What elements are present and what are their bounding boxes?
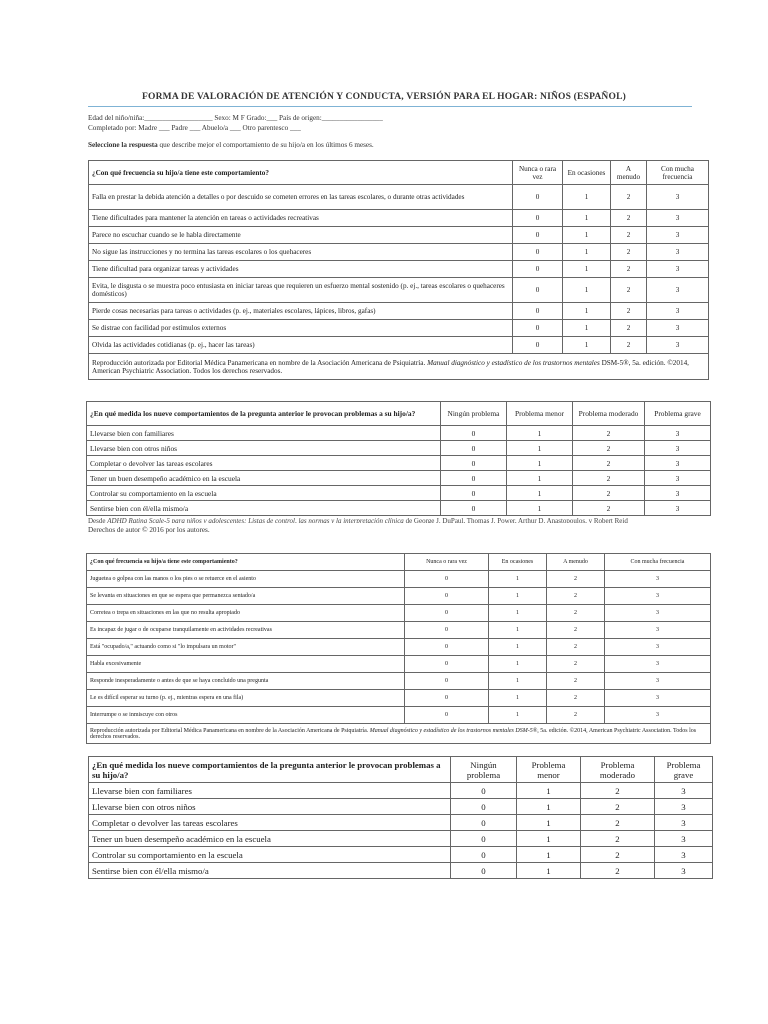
behavior-label: Corretea o trepa en situaciones en las que no resulta apropiado <box>87 605 405 622</box>
score-cell[interactable]: 3 <box>655 799 713 815</box>
score-cell[interactable]: 0 <box>441 456 507 471</box>
behavior-label: Interrumpe o se inmiscuye con otros <box>87 707 405 724</box>
table2-col-header: Problema moderado <box>573 402 645 426</box>
score-cell[interactable]: 1 <box>563 185 611 210</box>
score-cell[interactable]: 3 <box>647 320 709 337</box>
table4-col-header: Problema menor <box>517 757 581 783</box>
score-cell[interactable]: 2 <box>611 210 647 227</box>
score-cell[interactable]: 0 <box>441 441 507 456</box>
score-cell[interactable]: 2 <box>581 799 655 815</box>
table-row <box>89 320 709 337</box>
score-cell[interactable]: 1 <box>563 303 611 320</box>
score-cell[interactable]: 1 <box>507 486 573 501</box>
table-row <box>89 303 709 320</box>
table4-col-header: Ningún problema <box>451 757 517 783</box>
table-row <box>89 847 713 863</box>
score-cell[interactable]: 2 <box>547 622 605 639</box>
score-cell[interactable]: 0 <box>405 622 489 639</box>
score-cell[interactable]: 3 <box>605 588 711 605</box>
table-row <box>87 588 711 605</box>
score-cell[interactable]: 2 <box>611 303 647 320</box>
score-cell[interactable]: 1 <box>517 831 581 847</box>
score-cell[interactable]: 3 <box>605 656 711 673</box>
table-row <box>87 441 711 456</box>
behavior-label: Habla excesivamente <box>87 656 405 673</box>
score-cell[interactable]: 0 <box>513 278 563 303</box>
instructions-line <box>88 141 374 148</box>
score-cell[interactable]: 1 <box>507 471 573 486</box>
score-cell[interactable]: 0 <box>451 815 517 831</box>
footnote-italic: Manual diagnóstico y estadístico de los trastornos mentales DSM-5® <box>369 727 538 734</box>
score-cell[interactable]: 0 <box>441 486 507 501</box>
score-cell[interactable]: 2 <box>581 783 655 799</box>
score-cell[interactable]: 2 <box>573 426 645 441</box>
score-cell[interactable]: 3 <box>605 639 711 656</box>
table4-col-header: Problema grave <box>655 757 713 783</box>
score-cell[interactable]: 0 <box>513 303 563 320</box>
footnote-text: Reproducción autorizada por Editorial Médica Panamericana en nombre de la Asociación Americana de Psiquiatría. <box>92 358 428 367</box>
score-cell[interactable]: 1 <box>507 426 573 441</box>
score-cell[interactable]: 1 <box>563 210 611 227</box>
table2-question: ¿En qué medida los nueve comportamientos de la pregunta anterior le provocan problemas a su hijo/a? <box>87 402 441 426</box>
score-cell[interactable]: 1 <box>489 707 547 724</box>
table-row <box>87 426 711 441</box>
score-cell[interactable]: 3 <box>647 278 709 303</box>
table-row <box>87 707 711 724</box>
score-cell[interactable]: 0 <box>441 471 507 486</box>
score-cell[interactable]: 3 <box>605 605 711 622</box>
table3-col-header: Nunca o rara vez <box>405 554 489 571</box>
score-cell[interactable]: 2 <box>547 690 605 707</box>
score-cell[interactable]: 1 <box>563 227 611 244</box>
score-cell[interactable]: 1 <box>489 656 547 673</box>
title-rule <box>88 106 692 107</box>
score-cell[interactable]: 2 <box>573 501 645 516</box>
score-cell[interactable]: 0 <box>405 639 489 656</box>
table4-col-header: Problema moderado <box>581 757 655 783</box>
table-row <box>87 456 711 471</box>
table-row <box>87 501 711 516</box>
impairment-table-2 <box>88 756 713 879</box>
score-cell[interactable]: 1 <box>517 783 581 799</box>
table2-col-header: Ningún problema <box>441 402 507 426</box>
score-cell[interactable]: 3 <box>645 486 711 501</box>
behavior-label: Responde inesperadamente o antes de que se haya concluido una pregunta <box>87 673 405 690</box>
citation-text: de George J. DuPaul, Thomas J. Power, Arthur D. Anastopoulos, y Robert Reid <box>403 517 628 523</box>
score-cell[interactable]: 3 <box>645 471 711 486</box>
behavior-label: Tener un buen desempeño académico en la escuela <box>87 471 441 486</box>
table1-footnote <box>89 354 709 380</box>
score-cell[interactable]: 0 <box>513 244 563 261</box>
table-row <box>87 622 711 639</box>
score-cell[interactable]: 3 <box>655 863 713 879</box>
table-row <box>87 673 711 690</box>
impairment-table-1 <box>86 401 711 516</box>
table-row <box>89 244 709 261</box>
completed-by-line: Completado por: Madre ___ Padre ___ Abuelo/a ___ Otro parentesco ___ <box>88 124 301 132</box>
score-cell[interactable]: 3 <box>647 227 709 244</box>
score-cell[interactable]: 0 <box>405 673 489 690</box>
table1-col-header: En ocasiones <box>563 161 611 185</box>
score-cell[interactable]: 2 <box>611 278 647 303</box>
score-cell[interactable]: 1 <box>489 605 547 622</box>
score-cell[interactable]: 1 <box>517 815 581 831</box>
score-cell[interactable]: 1 <box>507 501 573 516</box>
behavior-label: Controlar su comportamiento en la escuela <box>89 847 451 863</box>
score-cell[interactable]: 0 <box>451 799 517 815</box>
table-row <box>89 185 709 210</box>
table-row <box>87 471 711 486</box>
score-cell[interactable]: 1 <box>489 571 547 588</box>
score-cell[interactable]: 1 <box>489 588 547 605</box>
score-cell[interactable]: 1 <box>489 639 547 656</box>
score-cell[interactable]: 2 <box>611 244 647 261</box>
table-row <box>89 210 709 227</box>
footnote-text: , 5a. edición. ©2014, American Psychiatric Association. Todos los derechos reservados. <box>90 727 697 740</box>
behavior-label: Llevarse bien con familiares <box>87 426 441 441</box>
citation-italic: ADHD Rating Scale-5 para niños y adolescentes: Listas de control, las normas y la interpretación clínica <box>107 517 404 523</box>
behavior-label: Le es difícil esperar su turno (p. ej., mientras espera en una fila) <box>87 690 405 707</box>
behavior-label: Tener un buen desempeño académico en la escuela <box>89 831 451 847</box>
score-cell[interactable]: 2 <box>581 863 655 879</box>
behavior-label: Juguetea o golpea con las manos o los pies o se retuerce en el asiento <box>87 571 405 588</box>
behavior-label: Sentirse bien con él/ella mismo/a <box>87 501 441 516</box>
table3-col-header: Con mucha frecuencia <box>605 554 711 571</box>
score-cell[interactable]: 2 <box>581 831 655 847</box>
behavior-label: Se levanta en situaciones en que se espera que permanezca sentado/a <box>87 588 405 605</box>
score-cell[interactable]: 0 <box>405 690 489 707</box>
score-cell[interactable]: 3 <box>647 337 709 354</box>
footnote-text: Reproducción autorizada por Editorial Médica Panamericana en nombre de la Asociación Americana de Psiquiatría. <box>90 727 370 734</box>
score-cell[interactable]: 1 <box>517 863 581 879</box>
score-cell[interactable]: 0 <box>513 337 563 354</box>
score-cell[interactable]: 3 <box>647 261 709 278</box>
behavior-label: Está "ocupado/a," actuando como si "lo impulsara un motor" <box>87 639 405 656</box>
child-info-line: Edad del niño/niña:___________________ Sexo: M F Grado:___ País de origen:_________________ <box>88 114 383 122</box>
behavior-label: Llevarse bien con otros niños <box>87 441 441 456</box>
table-row <box>87 639 711 656</box>
behavior-label: Sentirse bien con él/ella mismo/a <box>89 863 451 879</box>
score-cell[interactable]: 3 <box>645 426 711 441</box>
table1-col-header: Nunca o rara vez <box>513 161 563 185</box>
score-cell[interactable]: 1 <box>507 441 573 456</box>
table-row <box>89 783 713 799</box>
table-row <box>87 656 711 673</box>
form-title: FORMA DE VALORACIÓN DE ATENCIÓN Y CONDUCTA, VERSIÓN PARA EL HOGAR: NIÑOS (ESPAÑOL) <box>142 92 626 102</box>
score-cell[interactable]: 3 <box>647 244 709 261</box>
behavior-label: Pierde cosas necesarias para tareas o actividades (p. ej., materiales escolares, lápices, libros, gafas) <box>89 303 513 320</box>
score-cell[interactable]: 0 <box>513 320 563 337</box>
score-cell[interactable]: 0 <box>405 707 489 724</box>
behavior-label: Evita, le disgusta o se muestra poco entusiasta en iniciar tareas que requieren un esfuerzo mental sostenido (p. ej., tareas escolares o quehaceres domésticos) <box>89 278 513 303</box>
score-cell[interactable]: 1 <box>489 690 547 707</box>
score-cell[interactable]: 0 <box>441 501 507 516</box>
score-cell[interactable]: 0 <box>513 261 563 278</box>
table2-col-header: Problema grave <box>645 402 711 426</box>
table-row <box>89 815 713 831</box>
score-cell[interactable]: 0 <box>405 656 489 673</box>
score-cell[interactable]: 3 <box>645 501 711 516</box>
behavior-label: Se distrae con facilidad por estímulos externos <box>89 320 513 337</box>
frequency-table-1 <box>88 160 709 380</box>
score-cell[interactable]: 2 <box>611 185 647 210</box>
table-row <box>87 605 711 622</box>
score-cell[interactable]: 3 <box>645 441 711 456</box>
table-row <box>89 799 713 815</box>
score-cell[interactable]: 0 <box>451 831 517 847</box>
score-cell[interactable]: 2 <box>611 227 647 244</box>
behavior-label: Tiene dificultad para organizar tareas y actividades <box>89 261 513 278</box>
score-cell[interactable]: 2 <box>581 847 655 863</box>
score-cell[interactable]: 1 <box>563 337 611 354</box>
score-cell[interactable]: 2 <box>547 707 605 724</box>
behavior-label: Controlar su comportamiento en la escuela <box>87 486 441 501</box>
score-cell[interactable]: 1 <box>563 278 611 303</box>
score-cell[interactable]: 1 <box>563 261 611 278</box>
score-cell[interactable]: 2 <box>547 656 605 673</box>
score-cell[interactable]: 0 <box>513 210 563 227</box>
score-cell[interactable]: 2 <box>547 588 605 605</box>
score-cell[interactable]: 2 <box>573 486 645 501</box>
table1-col-header: Con mucha frecuencia <box>647 161 709 185</box>
behavior-label: Completar o devolver las tareas escolares <box>89 815 451 831</box>
behavior-label: Llevarse bien con otros niños <box>89 799 451 815</box>
score-cell[interactable]: 3 <box>647 210 709 227</box>
footnote-text: DSM-5®, 5a. edición. ©2014, American Psychiatric Association. Todos los derechos reservados. <box>92 358 689 375</box>
behavior-label: Llevarse bien con familiares <box>89 783 451 799</box>
score-cell[interactable]: 3 <box>605 622 711 639</box>
frequency-table-2 <box>86 553 711 744</box>
score-cell[interactable]: 3 <box>605 571 711 588</box>
table1-question: ¿Con qué frecuencia su hijo/a tiene este comportamiento? <box>89 161 513 185</box>
behavior-label: Completar o devolver las tareas escolares <box>87 456 441 471</box>
table1-col-header: A menudo <box>611 161 647 185</box>
table-row <box>87 571 711 588</box>
table-row <box>89 261 709 278</box>
behavior-label: Falla en prestar la debida atención a detalles o por descuido se cometen errores en las tareas escolares, o durante otras actividades <box>89 185 513 210</box>
score-cell[interactable]: 2 <box>573 456 645 471</box>
source-citation <box>88 517 708 523</box>
behavior-label: No sigue las instrucciones y no termina las tareas escolares o los quehaceres <box>89 244 513 261</box>
score-cell[interactable]: 0 <box>405 571 489 588</box>
score-cell[interactable]: 2 <box>611 261 647 278</box>
score-cell[interactable]: 0 <box>405 605 489 622</box>
score-cell[interactable]: 0 <box>451 863 517 879</box>
behavior-label: Es incapaz de jugar o de ocuparse tranquilamente en actividades recreativas <box>87 622 405 639</box>
table-row <box>89 227 709 244</box>
score-cell[interactable]: 0 <box>441 426 507 441</box>
score-cell[interactable]: 2 <box>611 337 647 354</box>
score-cell[interactable]: 0 <box>451 847 517 863</box>
score-cell[interactable]: 3 <box>605 690 711 707</box>
score-cell[interactable]: 3 <box>655 847 713 863</box>
score-cell[interactable]: 1 <box>563 320 611 337</box>
table-row <box>89 831 713 847</box>
table3-question: ¿Con qué frecuencia su hijo/a tiene este comportamiento? <box>87 554 405 571</box>
score-cell[interactable]: 2 <box>581 815 655 831</box>
score-cell[interactable]: 3 <box>647 185 709 210</box>
behavior-label: Olvida las actividades cotidianas (p. ej., hacer las tareas) <box>89 337 513 354</box>
table-row <box>87 690 711 707</box>
table3-footnote <box>87 724 711 744</box>
score-cell[interactable]: 1 <box>563 244 611 261</box>
score-cell[interactable]: 3 <box>605 673 711 690</box>
score-cell[interactable]: 3 <box>647 303 709 320</box>
table2-col-header: Problema menor <box>507 402 573 426</box>
score-cell[interactable]: 3 <box>605 707 711 724</box>
score-cell[interactable]: 0 <box>405 588 489 605</box>
score-cell[interactable]: 1 <box>517 799 581 815</box>
behavior-label: Tiene dificultades para mantener la atención en tareas o actividades recreativas <box>89 210 513 227</box>
behavior-label: Parece no escuchar cuando se le habla directamente <box>89 227 513 244</box>
score-cell[interactable]: 1 <box>489 622 547 639</box>
table-row <box>89 337 709 354</box>
instructions-rest: que describe mejor el comportamiento de su hijo/a en los últimos 6 meses. <box>157 141 374 148</box>
score-cell[interactable]: 3 <box>655 815 713 831</box>
score-cell[interactable]: 3 <box>655 783 713 799</box>
score-cell[interactable]: 3 <box>645 456 711 471</box>
table-row <box>89 278 709 303</box>
score-cell[interactable]: 2 <box>547 639 605 656</box>
score-cell[interactable]: 0 <box>451 783 517 799</box>
score-cell[interactable]: 0 <box>513 227 563 244</box>
citation-text: Desde <box>88 517 108 523</box>
table-row <box>89 863 713 879</box>
score-cell[interactable]: 1 <box>507 456 573 471</box>
score-cell[interactable]: 1 <box>517 847 581 863</box>
table3-col-header: A menudo <box>547 554 605 571</box>
score-cell[interactable]: 3 <box>655 831 713 847</box>
score-cell[interactable]: 2 <box>573 441 645 456</box>
score-cell[interactable]: 2 <box>611 320 647 337</box>
score-cell[interactable]: 0 <box>513 185 563 210</box>
instructions-bold: Seleccione la respuesta <box>88 141 158 148</box>
copyright-line: Derechos de autor © 2016 por los autores. <box>88 526 210 534</box>
score-cell[interactable]: 1 <box>489 673 547 690</box>
score-cell[interactable]: 2 <box>547 571 605 588</box>
table4-question: ¿En qué medida los nueve comportamientos de la pregunta anterior le provocan problemas a su hijo/a? <box>89 757 451 783</box>
table-row <box>87 486 711 501</box>
table3-col-header: En ocasiones <box>489 554 547 571</box>
score-cell[interactable]: 2 <box>547 673 605 690</box>
score-cell[interactable]: 2 <box>573 471 645 486</box>
score-cell[interactable]: 2 <box>547 605 605 622</box>
footnote-italic: Manual diagnóstico y estadístico de los trastornos mentales <box>427 358 600 367</box>
